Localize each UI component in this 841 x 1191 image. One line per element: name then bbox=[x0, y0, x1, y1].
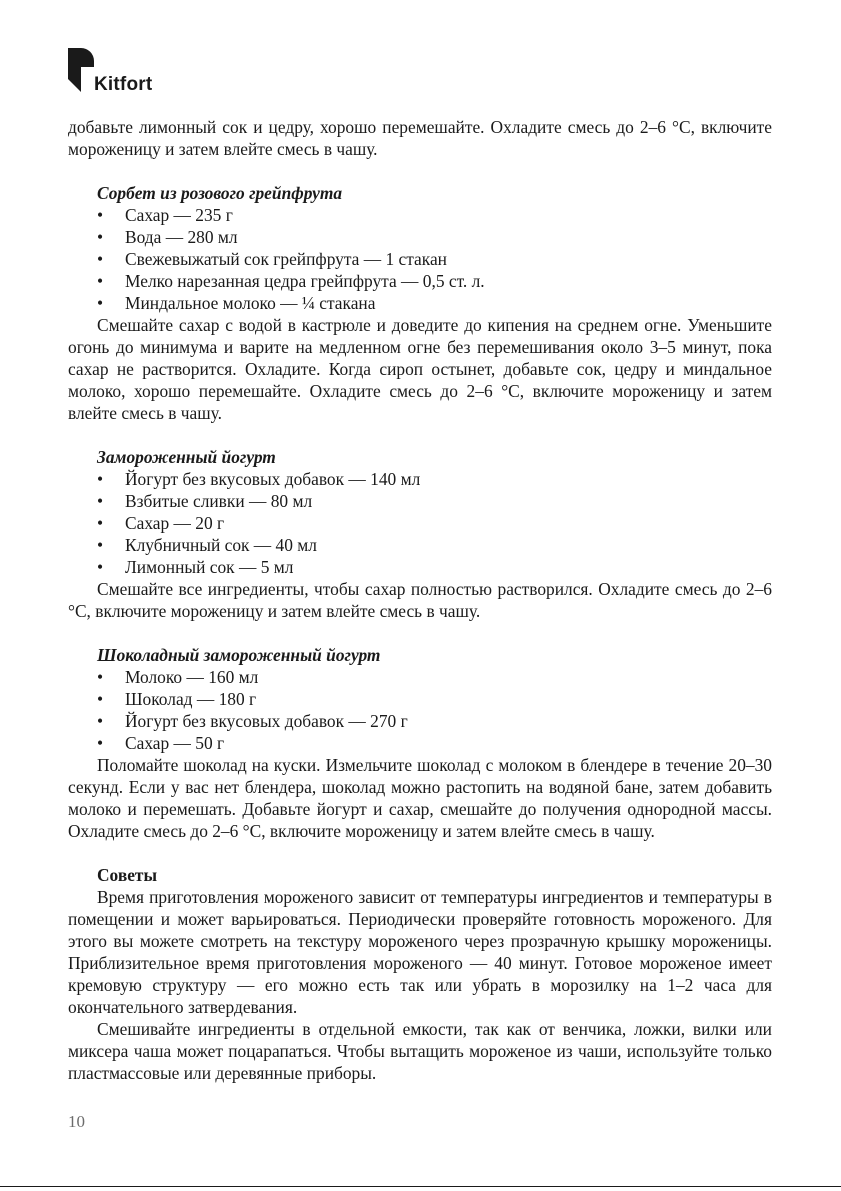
list-item: • Сахар — 20 г bbox=[97, 513, 225, 533]
list-item: • Взбитые сливки — 80 мл bbox=[97, 491, 313, 511]
ingredient-list bbox=[68, 468, 772, 578]
tips-paragraph: Время приготовления мороженого зависит от температуры ингредиентов и температуры в помещении и может варьироваться. Периодически проверяйте готовность мороженого. Для этого вы можете смотреть на текстуру мороженого через прозрачную крышку мороженицы. Приблизительное время приготовления мороженого — 40 минут. Готовое мороженое имеет кремовую структуру — его можно есть так или убрать в морозилку на 1–2 часа для окончательного затвердевания. bbox=[68, 887, 772, 1017]
tips-section bbox=[68, 864, 772, 1084]
list-item: • Сахар — 50 г bbox=[97, 733, 225, 753]
bottom-divider bbox=[0, 1186, 841, 1187]
document-body bbox=[68, 116, 772, 1084]
list-item: • Клубничный сок — 40 мл bbox=[97, 535, 317, 555]
list-item: • Шоколад — 180 г bbox=[97, 689, 257, 709]
tips-title: Советы bbox=[97, 865, 158, 885]
list-item: • Йогурт без вкусовых добавок — 140 мл bbox=[97, 469, 421, 489]
list-item: • Сахар — 235 г bbox=[97, 205, 233, 225]
intro-paragraph: добавьте лимонный сок и цедру, хорошо перемешайте. Охладите смесь до 2–6 °С, включите мороженицу и затем влейте смесь в чашу. bbox=[68, 117, 772, 159]
brand-name: Kitfort bbox=[94, 74, 153, 95]
recipe-title: Шоколадный замороженный йогурт bbox=[97, 645, 381, 665]
list-item: • Миндальное молоко — ¼ стакана bbox=[97, 293, 376, 313]
tips-paragraph: Смешивайте ингредиенты в отдельной емкости, так как от венчика, ложки, вилки или миксера чаша может поцарапаться. Чтобы вытащить мороженое из чаши, используйте только пластмассовые или деревянные приборы. bbox=[68, 1019, 772, 1083]
list-item: • Свежевыжатый сок грейпфрута — 1 стакан bbox=[97, 249, 447, 269]
ingredient-list bbox=[68, 204, 772, 314]
recipe-instructions: Смешайте сахар с водой в кастрюле и доведите до кипения на среднем огне. Уменьшите огонь до минимума и варите на медленном огне без перемешивания около 3–5 минут, пока сахар не растворится. Охладите. Когда сироп остынет, добавьте сок, цедру и миндальное молоко, хорошо перемешайте. Охладите смесь до 2–6 °С, включите мороженицу и затем влейте смесь в чашу. bbox=[68, 315, 772, 423]
recipe-instructions: Поломайте шоколад на куски. Измельчите шоколад с молоком в блендере в течение 20–30 секунд. Если у вас нет блендера, шоколад можно растопить на водяной бане, затем добавить молоко и перемешать. Добавьте йогурт и сахар, смешайте до получения однородной массы. Охладите смесь до 2–6 °С, включите мороженицу и затем влейте смесь в чашу. bbox=[68, 755, 772, 841]
brand-logo bbox=[68, 48, 178, 94]
list-item: • Лимонный сок — 5 мл bbox=[97, 557, 294, 577]
list-item: • Вода — 280 мл bbox=[97, 227, 238, 247]
recipe-frozen-yogurt bbox=[68, 446, 772, 622]
recipe-title: Сорбет из розового грейпфрута bbox=[97, 183, 343, 203]
list-item: • Йогурт без вкусовых добавок — 270 г bbox=[97, 711, 408, 731]
kitfort-logo-icon bbox=[68, 48, 94, 92]
recipe-grapefruit-sorbet bbox=[68, 182, 772, 424]
recipe-instructions: Смешайте все ингредиенты, чтобы сахар полностью растворился. Охладите смесь до 2–6 °С, включите мороженицу и затем влейте смесь в чашу. bbox=[68, 579, 772, 621]
recipe-chocolate-frozen-yogurt bbox=[68, 644, 772, 842]
recipe-title: Замороженный йогурт bbox=[97, 447, 276, 467]
ingredient-list bbox=[68, 666, 772, 754]
page-number: 10 bbox=[68, 1112, 85, 1131]
list-item: • Мелко нарезанная цедра грейпфрута — 0,5 ст. л. bbox=[97, 271, 485, 291]
list-item: • Молоко — 160 мл bbox=[97, 667, 259, 687]
